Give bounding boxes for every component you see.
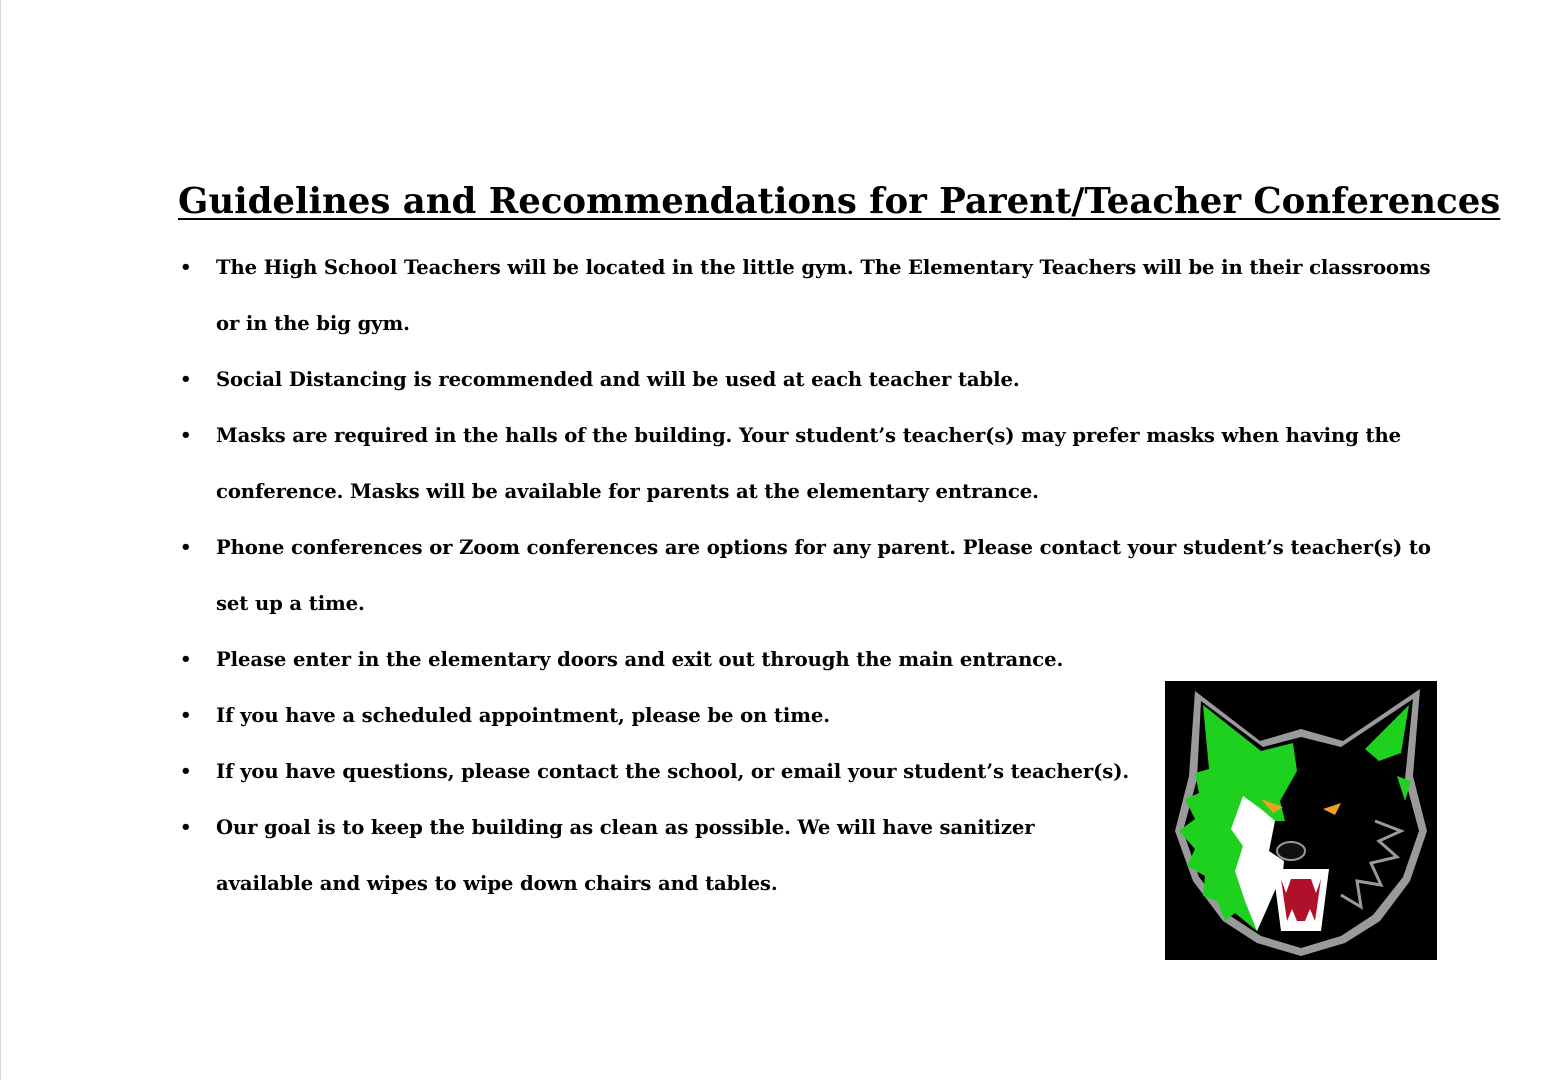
bullet-icon: • [180, 537, 192, 558]
list-item-text: If you have questions, please contact the school, or email your student’s teacher(s). [216, 760, 1130, 783]
bullet-icon: • [180, 705, 192, 726]
list-item-text: Please enter in the elementary doors and exit out through the main entrance. [216, 648, 1064, 671]
bullet-icon: • [180, 649, 192, 670]
list-item [178, 240, 1438, 352]
list-item [178, 800, 1136, 912]
list-item-text: Our goal is to keep the building as clean as possible. We will have sanitizer available and wipes to wipe down chairs and tables. [216, 816, 1035, 895]
list-item [178, 520, 1438, 632]
list-item-text: Phone conferences or Zoom conferences are options for any parent. Please contact your student’s teacher(s) to set up a time. [216, 536, 1431, 615]
list-item-text: The High School Teachers will be located in the little gym. The Elementary Teachers will be in their classrooms or in the big gym. [216, 256, 1431, 335]
wolf-mascot-icon [1165, 681, 1437, 960]
page-title: Guidelines and Recommendations for Parent/Teacher Conferences [178, 181, 1501, 222]
list-item-text: If you have a scheduled appointment, please be on time. [216, 704, 830, 727]
list-item [178, 632, 1136, 688]
list-item [178, 352, 1438, 408]
bullet-icon: • [180, 257, 192, 278]
bullet-icon: • [180, 817, 192, 838]
list-item [178, 744, 1136, 800]
list-item [178, 408, 1438, 520]
wolf-logo [1165, 681, 1437, 960]
list-item-text: Social Distancing is recommended and will be used at each teacher table. [216, 368, 1020, 391]
bullet-icon: • [180, 761, 192, 782]
list-item [178, 688, 1136, 744]
list-item-text: Masks are required in the halls of the building. Your student’s teacher(s) may prefer masks when having the conference. Masks will be available for parents at the elementary entrance. [216, 424, 1401, 503]
bullet-icon: • [180, 369, 192, 390]
bullet-icon: • [180, 425, 192, 446]
